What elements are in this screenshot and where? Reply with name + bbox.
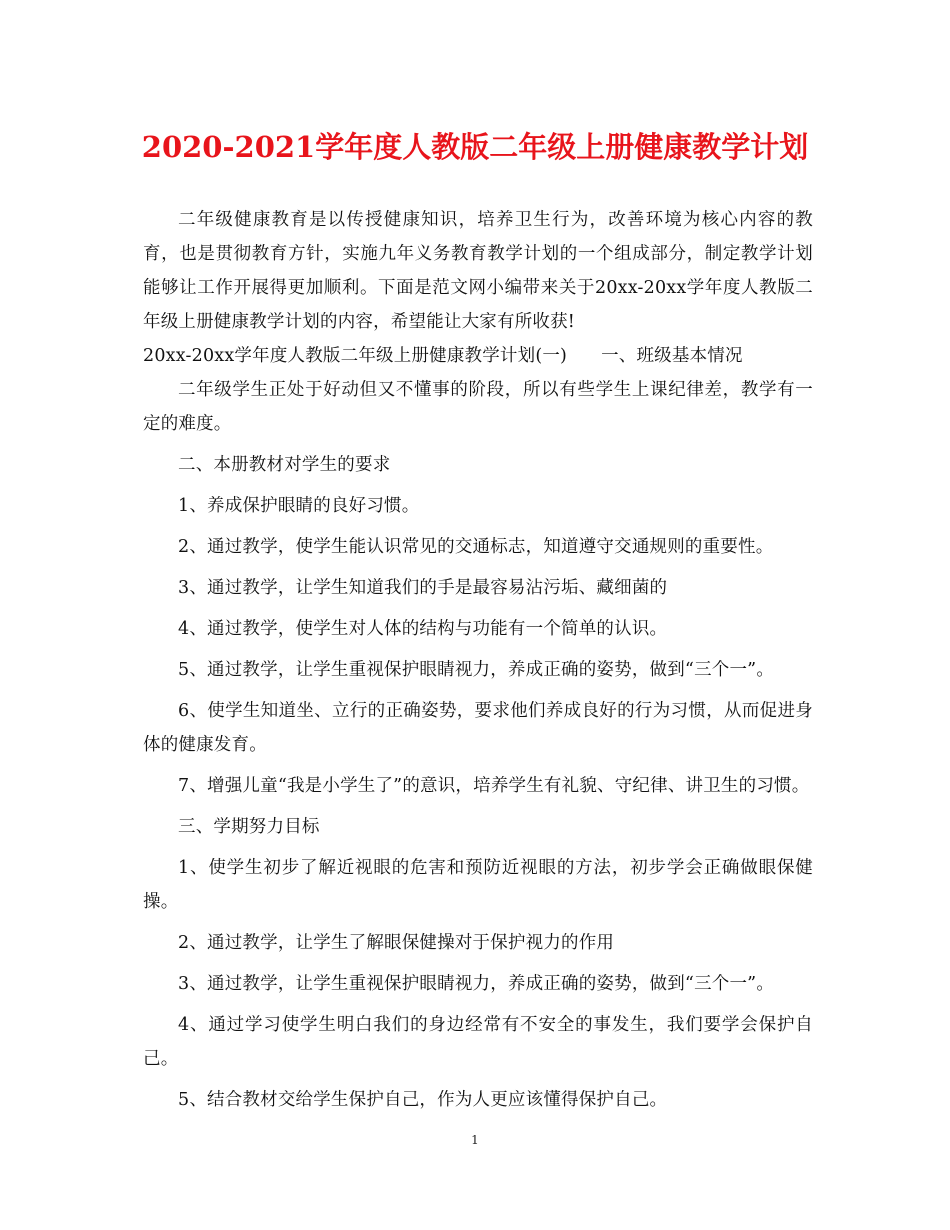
document-title: 2020-2021学年度人教版二年级上册健康教学计划 xyxy=(141,130,809,164)
subtitle-line xyxy=(143,339,813,373)
paragraph-class-situation: 二年级学生正处于好动但又不懂事的阶段，所以有些学生上课纪律差，教学有一定的难度。 xyxy=(143,380,813,434)
list-item: 1、养成保护眼睛的良好习惯。 xyxy=(178,496,420,516)
intro-paragraph: 二年级健康教育是以传授健康知识，培养卫生行为，改善环境为核心内容的教育，也是贯彻教育方针，实施九年义务教育教学计划的一个组成部分，制定教学计划能够让工作开展得更加顺利。下面是范文网小编带来关于20xx-20xx学年度人教版二年级上册健康教学计划的内容，希望能让大家有所收获! xyxy=(143,210,813,332)
list-item: 6、使学生知道坐、立行的正确姿势，要求他们养成良好的行为习惯，从而促进身体的健康发育。 xyxy=(143,701,813,755)
list-item: 5、结合教材交给学生保护自己，作为人更应该懂得保护自己。 xyxy=(178,1090,668,1110)
list-item: 3、通过教学，让学生知道我们的手是最容易沾污垢、藏细菌的 xyxy=(178,578,668,598)
page-number: 1 xyxy=(471,1133,479,1147)
list-item: 4、通过教学，使学生对人体的结构与功能有一个简单的认识。 xyxy=(178,619,668,639)
list-item: 5、通过教学，让学生重视保护眼睛视力，养成正确的姿势，做到“三个一”。 xyxy=(178,660,775,680)
list-item: 4、通过学习使学生明白我们的身边经常有不安全的事发生，我们要学会保护自己。 xyxy=(143,1015,813,1069)
section-heading-1: 一、班级基本情况 xyxy=(601,346,743,366)
section-heading-3: 三、学期努力目标 xyxy=(178,817,320,837)
subtitle-left: 20xx-20xx学年度人教版二年级上册健康教学计划(一) xyxy=(143,346,568,366)
list-item: 7、增强儿童“我是小学生了”的意识，培养学生有礼貌、守纪律、讲卫生的习惯。 xyxy=(178,776,810,796)
list-item: 2、通过教学，让学生了解眼保健操对于保护视力的作用 xyxy=(178,933,615,953)
document-body xyxy=(143,203,813,1117)
list-item: 3、通过教学，让学生重视保护眼睛视力，养成正确的姿势，做到“三个一”。 xyxy=(178,974,775,994)
section-heading-2: 二、本册教材对学生的要求 xyxy=(178,455,391,475)
list-item: 2、通过教学，使学生能认识常见的交通标志，知道遵守交通规则的重要性。 xyxy=(178,537,774,557)
list-item: 1、使学生初步了解近视眼的危害和预防近视眼的方法，初步学会正确做眼保健操。 xyxy=(143,858,813,912)
